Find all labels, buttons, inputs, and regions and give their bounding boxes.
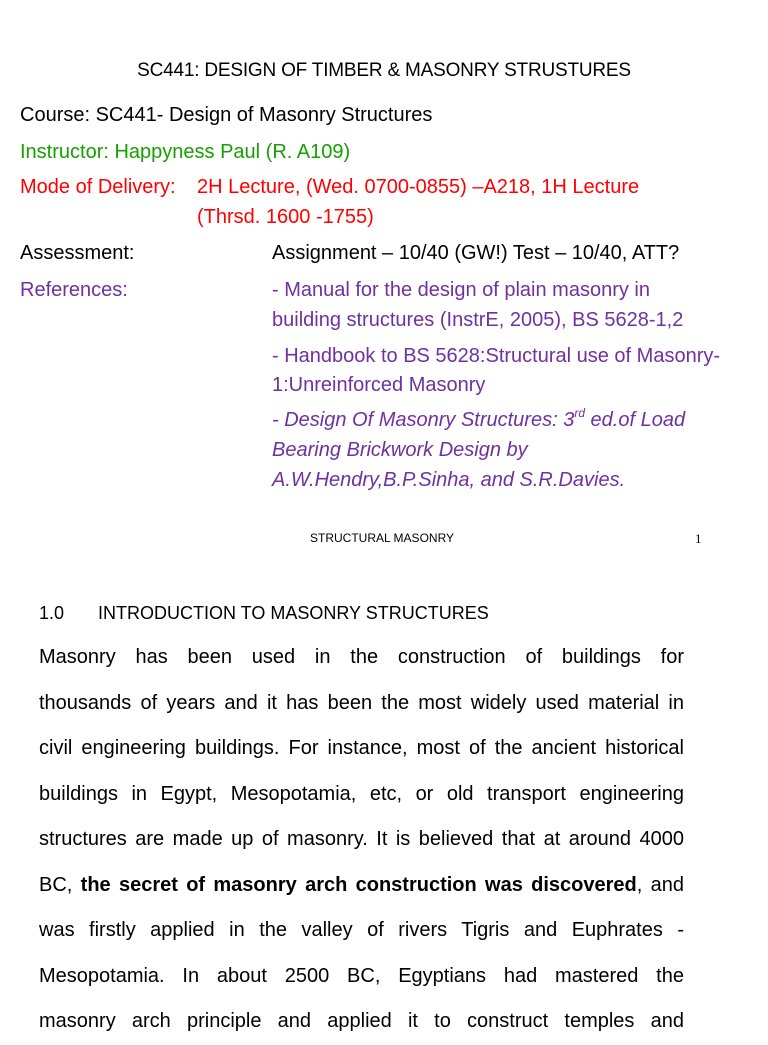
reference-3-text-a: - Design Of Masonry Structures: 3 [272,409,575,431]
section-number: 1.0 [39,603,65,623]
paragraph-line: structures are made up of masonry. It is believed that at around 4000 [39,828,684,850]
line-text: , and [636,873,684,896]
reference-2-line-2: 1:Unreinforced Masonry [272,374,486,396]
delivery-line-2: (Thrsd. 1600 -1755) [197,206,374,228]
paragraph-line: buildings in Egypt, Mesopotamia, etc, or old transport engineering [39,782,684,805]
instructor-line: Instructor: Happyness Paul (R. A109) [20,141,351,163]
page-number: 1 [695,531,702,546]
paragraph-line: thousands of years and it has been the most widely used material in [39,691,684,714]
paragraph-line: Mesopotamia. In about 2500 BC, Egyptians had mastered the [39,964,684,987]
references-label: References: [20,279,128,301]
paragraph-line: masonry arch principle and applied it to construct temples and [39,1010,684,1032]
paragraph-line: Masonry has been used in the construction of buildings for [39,646,684,668]
paragraph-line-with-emphasis [39,863,684,909]
page-footer: STRUCTURAL MASONRY [310,531,455,545]
reference-3-text-b: ed.of Load [585,409,686,431]
line-text: BC, [39,873,81,896]
reference-1-line-1: - Manual for the design of plain masonry in [272,279,650,301]
assessment-value: Assignment – 10/40 (GW!) Test – 10/40, ATT? [272,242,680,264]
reference-3-superscript: rd [574,406,585,420]
reference-2-line-1: - Handbook to BS 5628:Structural use of Masonry- [272,345,721,367]
reference-3-line-3: A.W.Hendry,B.P.Sinha, and S.R.Davies. [272,469,626,491]
document-title: SC441: DESIGN OF TIMBER & MASONRY STRUSTURES [137,60,631,81]
reference-1-line-2: building structures (InstrE, 2005), BS 5628-1,2 [272,309,684,331]
section-heading: INTRODUCTION TO MASONRY STRUCTURES [98,603,489,623]
emphasized-text: the secret of masonry arch construction was discovered [80,873,637,896]
delivery-label: Mode of Delivery: [20,176,176,198]
reference-3-line-2: Bearing Brickwork Design by [272,439,528,461]
intro-paragraph [39,635,684,1045]
reference-3-line-1 [272,406,686,432]
assessment-label: Assessment: [20,242,135,264]
delivery-line-1: 2H Lecture, (Wed. 0700-0855) –A218, 1H Lecture [197,176,640,198]
paragraph-line: civil engineering buildings. For instance, most of the ancient historical [39,737,684,759]
paragraph-line: was firstly applied in the valley of rivers Tigris and Euphrates - [39,919,684,941]
course-line: Course: SC441- Design of Masonry Structures [20,104,433,126]
